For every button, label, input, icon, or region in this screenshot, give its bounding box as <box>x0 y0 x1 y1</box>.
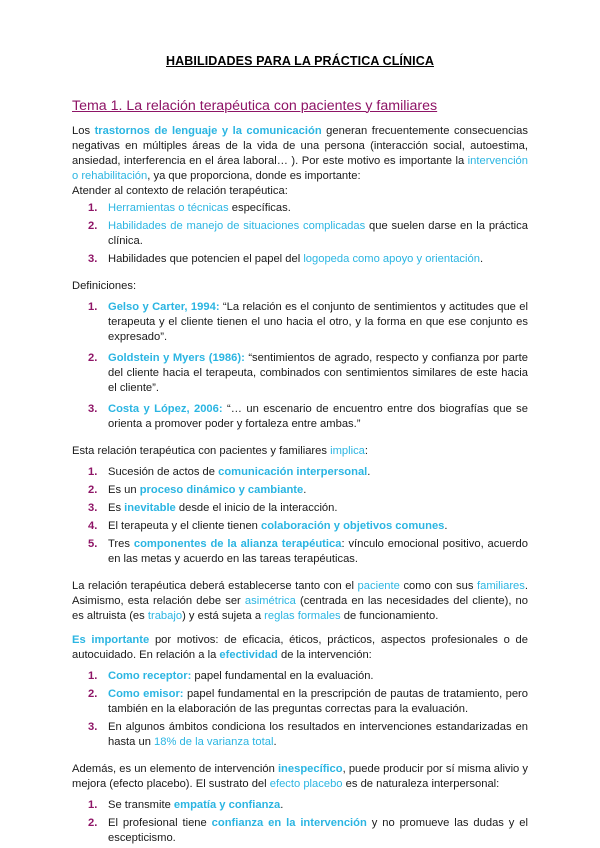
list-item: 3. En algunos ámbitos condiciona los resultados en intervenciones estandarizadas en hasta un 18% de la varianza total. <box>88 721 528 748</box>
definitions-label: Definiciones: <box>72 280 137 292</box>
list-item: 5. Tres componentes de la alianza terapéutica: vínculo emocional positivo, acuerdo en las metas y acuerdo en las tareas terapéuticas. <box>88 538 528 565</box>
list-item: 2. Habilidades de manejo de situaciones complicadas que suelen darse en la práctica clínica. <box>88 220 528 247</box>
intro-paragraph: Los trastornos de lenguaje y la comunicación generan frecuentemente consecuencias negativas en múltiples áreas de la vida de una persona (interacción social, autoestima, ansiedad, interferencia en el área laboral… ). Por este motivo es importante la intervención o rehabilitación, ya que proporciona, donde es importante: <box>72 125 528 182</box>
list-item: 3. Es inevitable desde el inicio de la interacción. <box>88 502 338 514</box>
list-placebo <box>72 798 528 846</box>
implica-paragraph: Esta relación terapéutica con pacientes y familiares implica: <box>72 445 369 457</box>
document-title: HABILIDADES PARA LA PRÁCTICA CLÍNICA <box>166 54 434 68</box>
list-tools <box>72 201 528 267</box>
list-item: 1. Como receptor: papel fundamental en la evaluación. <box>88 670 374 682</box>
list-item: 2. El profesional tiene confianza en la intervención y no promueve las dudas y el escepticismo. <box>88 817 528 844</box>
attend-line: Atender al contexto de relación terapéutica: <box>72 185 288 197</box>
highlight-term: trastornos de lenguaje y la comunicación <box>94 125 322 137</box>
list-item: 2. Es un proceso dinámico y cambiante. <box>88 484 307 496</box>
definition-item: 3. Costa y López, 2006: “… un escenario de encuentro entre dos biografías que se orienta a promover poder y fortaleza entre ambas.” <box>88 403 528 430</box>
section-heading: Tema 1. La relación terapéutica con pacientes y familiares <box>72 98 438 114</box>
list-implica <box>72 465 528 567</box>
definition-item: 2. Goldstein y Myers (1986): “sentimientos de agrado, respecto y confianza por parte del cliente hacia el terapeuta, combinados con sentimientos similares de este hacia el cliente”. <box>88 352 528 394</box>
definition-item: 1. Gelso y Carter, 1994: “La relación es el conjunto de sentimientos y actitudes que el terapeuta y el cliente tienen el uno hacia el otro, y la forma en que ese conjunto es expresado”. <box>88 301 528 343</box>
list-effectiveness <box>72 669 528 750</box>
placebo-paragraph: Además, es un elemento de intervención inespecífico, puede producir por sí misma alivio y mejora (efecto placebo). El sustrato del efecto placebo es de naturaleza interpersonal: <box>72 763 528 790</box>
list-definitions <box>72 300 528 432</box>
list-item: 1. Se transmite empatía y confianza. <box>88 799 284 811</box>
list-item: 2. Como emisor: papel fundamental en la prescripción de pautas de tratamiento, pero también en la elaboración de las preguntas correctas para la evaluación. <box>88 688 529 715</box>
list-item: 1. Herramientas o técnicas específicas. <box>88 202 291 214</box>
highlight-term: intervención o rehabilitación <box>72 155 528 182</box>
list-item: 3. Habilidades que potencien el papel del logopeda como apoyo y orientación. <box>88 253 484 265</box>
importance-paragraph: Es importante por motivos: de eficacia, éticos, prácticos, aspectos profesionales o de autocuidado. En relación a la efectividad de la intervención: <box>72 634 528 661</box>
list-item: 1. Sucesión de actos de comunicación interpersonal. <box>88 466 371 478</box>
list-item: 4. El terapeuta y el cliente tienen colaboración y objetivos comunes. <box>88 520 448 532</box>
relation-paragraph: La relación terapéutica deberá establecerse tanto con el paciente como con sus familiares. Asimismo, esta relación debe ser asimétrica (centrada en las necesidades del cliente), no es altruista (es trabajo) y está sujeta a reglas formales de funcionamiento. <box>72 580 528 622</box>
